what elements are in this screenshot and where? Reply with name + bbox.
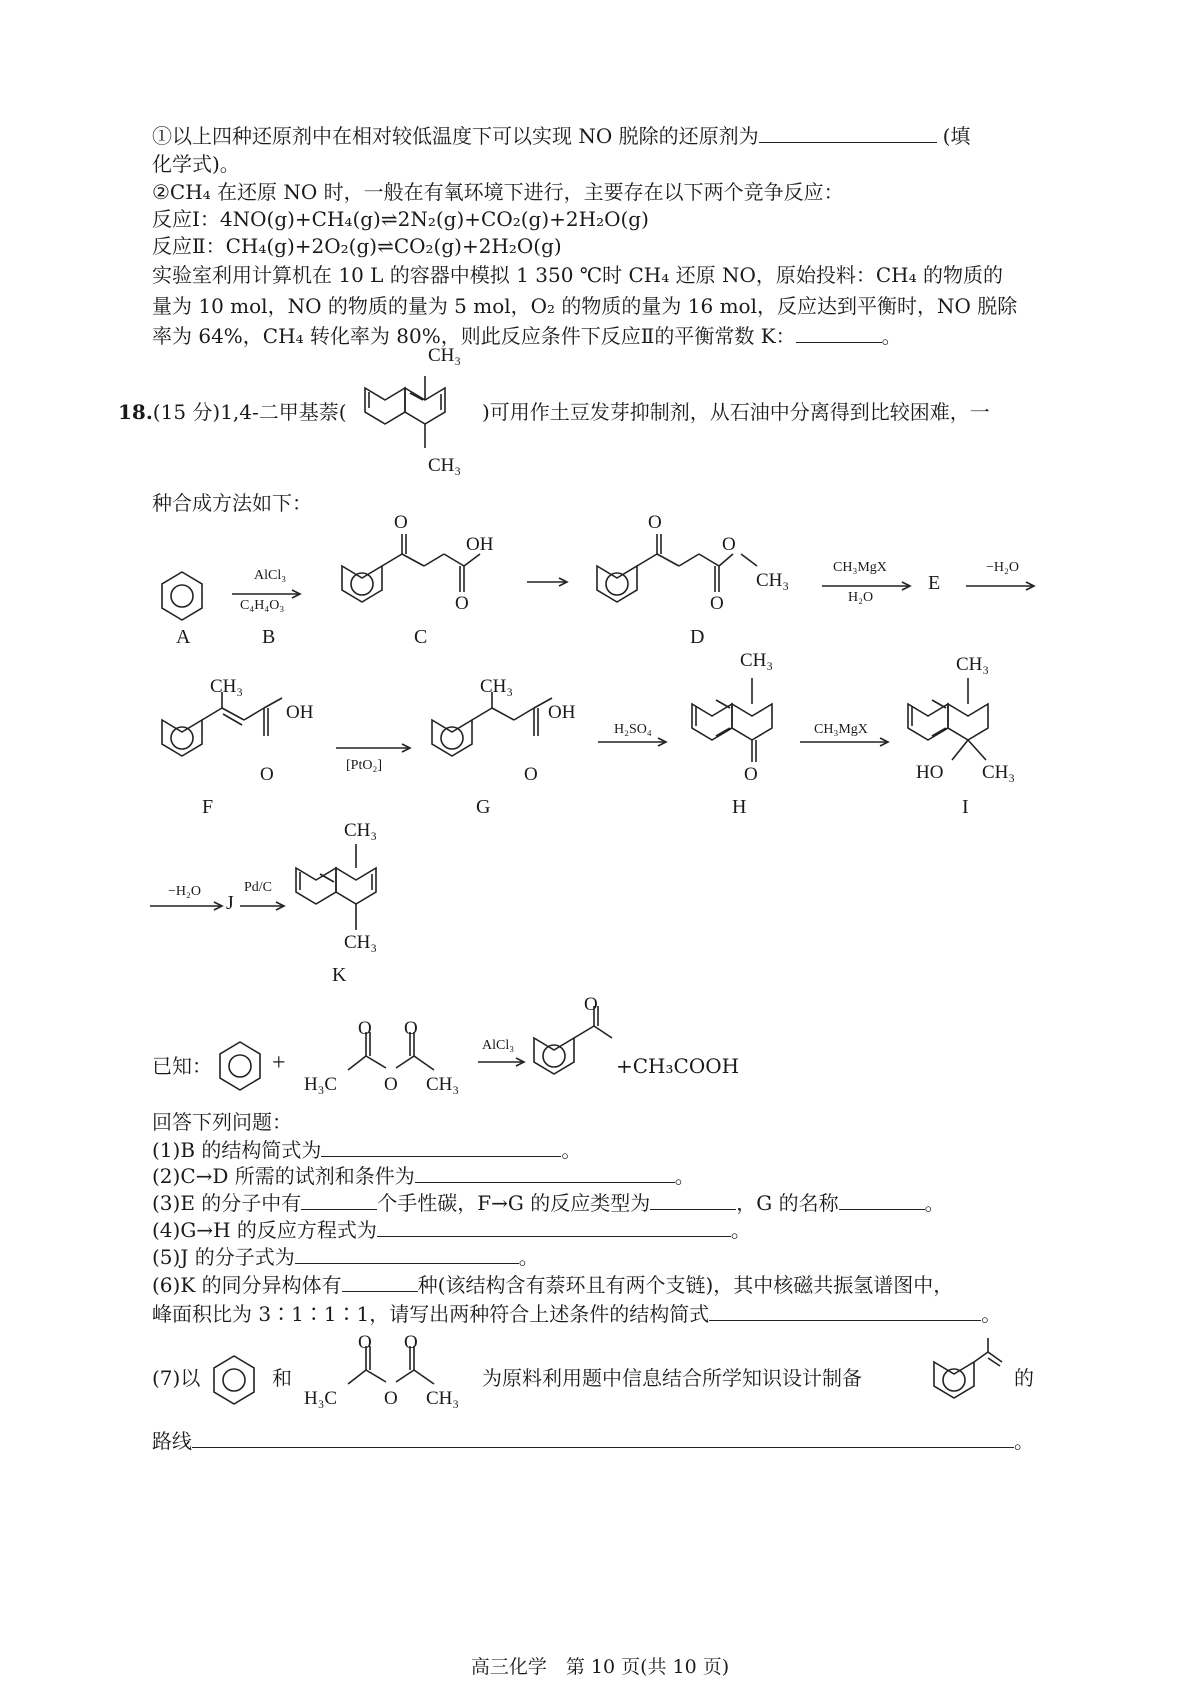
label-K: K xyxy=(332,964,347,986)
known-anh-Obridge: O xyxy=(384,1074,398,1095)
q18-2-text: (2)C→D 所需的试剂和条件为 xyxy=(152,1164,415,1188)
acetophenone-O: O xyxy=(584,994,598,1015)
q18-7-text-a: (7)以 xyxy=(152,1366,201,1390)
answer-intro xyxy=(152,1108,292,1136)
q18-1-end: 。 xyxy=(561,1138,582,1162)
q18-1 xyxy=(152,1136,581,1164)
answer-blank-q18-6b[interactable] xyxy=(709,1300,981,1321)
arrow-F-G xyxy=(336,742,414,754)
q18-intro-a: (15 分)1,4-二甲基萘( xyxy=(152,400,347,424)
benzene-A xyxy=(160,570,210,625)
reagent-pto2: [PtO₂] xyxy=(346,758,382,773)
q18-intro-line xyxy=(118,398,347,426)
q18-7-and xyxy=(272,1364,292,1392)
q18-7-text-d: 的 xyxy=(1014,1366,1034,1390)
known-plus: + xyxy=(272,1050,286,1076)
known-label xyxy=(152,1052,212,1080)
q18-6-cont xyxy=(152,1300,1001,1328)
q17-text-5b: 。 xyxy=(881,324,902,348)
q18-3 xyxy=(152,1189,945,1217)
q17-text-2: ②CH₄ 在还原 NO 时，一般在有氧环境下进行，主要存在以下两个竞争反应： xyxy=(152,180,844,204)
G-ch3: CH₃ xyxy=(480,676,514,697)
I-ch3-top: CH₃ xyxy=(956,654,990,675)
answer-blank-q18-4[interactable] xyxy=(377,1216,731,1237)
q18-2 xyxy=(152,1162,695,1190)
label-G: G xyxy=(476,796,491,818)
reagent-minus-h2o-2: −H₂O xyxy=(168,884,201,899)
arrow-E-F xyxy=(966,580,1038,592)
ch3-top-q18: CH₃ xyxy=(428,345,462,366)
q18-3-text-b: 个手性碳，F→G 的反应类型为 xyxy=(377,1191,651,1215)
q18-5-text: (5)J 的分子式为 xyxy=(152,1245,295,1269)
K-ch3-bottom: CH₃ xyxy=(344,932,378,953)
known-anh-O1: O xyxy=(358,1018,372,1039)
label-D: D xyxy=(690,626,705,648)
q18-7-mid xyxy=(482,1364,862,1392)
q17-line-7 xyxy=(152,292,1017,320)
reagent-ch3mgx-2: CH₃MgX xyxy=(814,722,868,737)
answer-blank-q18-1[interactable] xyxy=(321,1136,561,1157)
q7-anh-O1: O xyxy=(358,1332,372,1353)
reagent-minus-h2o-1: −H₂O xyxy=(986,560,1019,575)
reagent-h2so4: H₂SO₄ xyxy=(614,722,652,737)
alpha-methylstyrene xyxy=(932,1338,1012,1412)
label-H: H xyxy=(732,796,747,818)
q18-6-text-c: 峰面积比为 3∶1∶1∶1，请写出两种符合上述条件的结构简式 xyxy=(152,1302,710,1326)
q18-intro-c-text: 种合成方法如下： xyxy=(152,491,312,515)
arrow-I-J xyxy=(150,900,226,912)
q17-line-6 xyxy=(152,261,1003,289)
label-C: C xyxy=(414,626,428,648)
reaction-1-text: 反应Ⅰ：4NO(g)+CH₄(g)⇌2N₂(g)+CO₂(g)+2H₂O(g) xyxy=(152,207,649,231)
known-product-text: +CH₃COOH xyxy=(616,1054,740,1078)
q18-6-text-a: (6)K 的同分异构体有 xyxy=(152,1273,342,1297)
D-ketone-O: O xyxy=(648,512,662,533)
q17-line-2 xyxy=(152,150,240,178)
F-OH: OH xyxy=(286,702,314,723)
reagent-alcl3-2: AlCl₃ xyxy=(482,1038,515,1053)
D-ester-O: O xyxy=(722,534,736,555)
answer-blank-q17-2[interactable] xyxy=(796,322,882,343)
answer-blank-q18-3c[interactable] xyxy=(839,1189,925,1210)
K-ch3-top: CH₃ xyxy=(344,820,378,841)
q18-3-end: 。 xyxy=(924,1191,945,1215)
reagent-c4h4o3: C₄H₄O₃ xyxy=(240,598,285,613)
q18-intro-b xyxy=(482,398,990,426)
arrow-H-I xyxy=(800,736,892,748)
arrow-J-K xyxy=(240,900,288,912)
label-A: A xyxy=(176,626,191,648)
answer-blank-q18-2[interactable] xyxy=(415,1162,675,1183)
q18-1-text: (1)B 的结构简式为 xyxy=(152,1138,322,1162)
G-O: O xyxy=(524,764,538,785)
q17-text-5a: 率为 64%，CH₄ 转化率为 80%，则此反应条件下反应Ⅱ的平衡常数 K： xyxy=(152,324,796,348)
arrow-C-D xyxy=(527,576,571,588)
q18-3-text-c: ，G 的名称 xyxy=(736,1191,839,1215)
q18-7-text-b: 和 xyxy=(272,1366,292,1390)
answer-blank-q18-3a[interactable] xyxy=(301,1189,377,1210)
C-OH: OH xyxy=(466,534,494,555)
q18-7-text-c: 为原料利用题中信息结合所学知识设计制备 xyxy=(482,1366,862,1390)
q18-7-end-de xyxy=(1014,1364,1034,1392)
q18-6-end: 。 xyxy=(981,1302,1002,1326)
q18-intro-b-text: )可用作土豆发芽抑制剂，从石油中分离得到比较困难，一 xyxy=(482,400,990,424)
q18-5-end: 。 xyxy=(518,1245,539,1269)
label-E: E xyxy=(928,572,941,594)
reagent-alcl3-1: AlCl₃ xyxy=(254,568,287,583)
q17-text-1a: ①以上四种还原剂中在相对较低温度下可以实现 NO 脱除的还原剂为 xyxy=(152,124,759,148)
answer-blank-q18-5[interactable] xyxy=(295,1243,519,1264)
F-O: O xyxy=(260,764,274,785)
reaction-1 xyxy=(152,205,649,233)
q18-4-end: 。 xyxy=(730,1218,751,1242)
q7-anh-h3c: H₃C xyxy=(304,1388,338,1409)
q18-5 xyxy=(152,1243,539,1271)
q7-anh-Obridge: O xyxy=(384,1388,398,1409)
q17-text-1b: (填 xyxy=(942,124,971,148)
page-footer: 高三化学 第 10 页(共 10 页) xyxy=(470,1656,730,1678)
q18-6-text-b: 种(该结构含有萘环且有两个支链)，其中核磁共振氢谱图中， xyxy=(417,1273,954,1297)
q18-7-text-e: 路线 xyxy=(152,1429,192,1453)
q17-line-3 xyxy=(152,178,844,206)
question-number: 18. xyxy=(118,400,153,424)
reagent-h2o: H₂O xyxy=(848,590,874,605)
ch3-bottom-q18: CH₃ xyxy=(428,455,462,476)
q7-anh-ch3: CH₃ xyxy=(426,1388,460,1409)
reaction-2-text: 反应Ⅱ：CH₄(g)+2O₂(g)⇌CO₂(g)+2H₂O(g) xyxy=(152,234,562,258)
reagent-pdc: Pd/C xyxy=(244,880,273,895)
D-ch3: CH₃ xyxy=(756,570,790,591)
I-ch3-bottom: CH₃ xyxy=(982,762,1016,783)
q17-line-8 xyxy=(152,322,902,350)
reagent-ch3mgx-1: CH₃MgX xyxy=(833,560,887,575)
C-acid-O: O xyxy=(455,593,469,614)
q18-6 xyxy=(152,1271,953,1299)
q7-anh-O2: O xyxy=(404,1332,418,1353)
answer-blank-q18-3b[interactable] xyxy=(650,1189,736,1210)
q18-7 xyxy=(152,1364,200,1392)
label-F: F xyxy=(202,796,214,818)
q18-intro-c xyxy=(152,489,312,517)
known-product xyxy=(616,1052,739,1080)
q17-text-4: 量为 10 mol，NO 的物质的量为 5 mol，O₂ 的物质的量为 16 mol，反应达到平衡时，NO 脱除 xyxy=(152,294,1018,318)
q17-text-1c: 化学式)。 xyxy=(152,152,240,176)
label-J: J xyxy=(226,892,234,914)
known-label-text: 已知： xyxy=(152,1054,212,1078)
known-anh-ch3: CH₃ xyxy=(426,1074,460,1095)
q18-7-end: 。 xyxy=(1014,1429,1034,1453)
q17-line-1 xyxy=(152,122,970,150)
H-ch3: CH₃ xyxy=(740,650,774,671)
label-I: I xyxy=(962,796,969,818)
arrow-G-H xyxy=(598,736,670,748)
q18-4 xyxy=(152,1216,751,1244)
q18-4-text: (4)G→H 的反应方程式为 xyxy=(152,1218,377,1242)
arrow-known xyxy=(478,1056,528,1068)
C-ketone-O: O xyxy=(394,512,408,533)
label-B: B xyxy=(262,626,276,648)
dimethylnaphthalene-structure xyxy=(350,360,470,470)
H-O: O xyxy=(744,764,758,785)
q18-3-text-a: (3)E 的分子中有 xyxy=(152,1191,302,1215)
q17-text-3: 实验室利用计算机在 10 L 的容器中模拟 1 350 ℃时 CH₄ 还原 NO，原始投料：CH₄ 的物质的 xyxy=(152,263,1003,287)
answer-blank-q18-7[interactable] xyxy=(192,1427,1014,1448)
answer-intro-text: 回答下列问题： xyxy=(152,1110,292,1134)
reaction-2 xyxy=(152,232,562,260)
known-anh-O2: O xyxy=(404,1018,418,1039)
G-OH: OH xyxy=(548,702,576,723)
known-benzene xyxy=(218,1040,268,1092)
D-carbonyl-O: O xyxy=(710,593,724,614)
answer-blank-q18-6a[interactable] xyxy=(342,1271,418,1292)
F-ch3: CH₃ xyxy=(210,676,244,697)
q7-benzene xyxy=(212,1354,262,1406)
answer-blank-q17-1[interactable] xyxy=(759,122,937,143)
q18-2-end: 。 xyxy=(674,1164,695,1188)
known-anh-h3c: H₃C xyxy=(304,1074,338,1095)
I-HO: HO xyxy=(916,762,944,783)
q18-7-route xyxy=(152,1427,1034,1455)
